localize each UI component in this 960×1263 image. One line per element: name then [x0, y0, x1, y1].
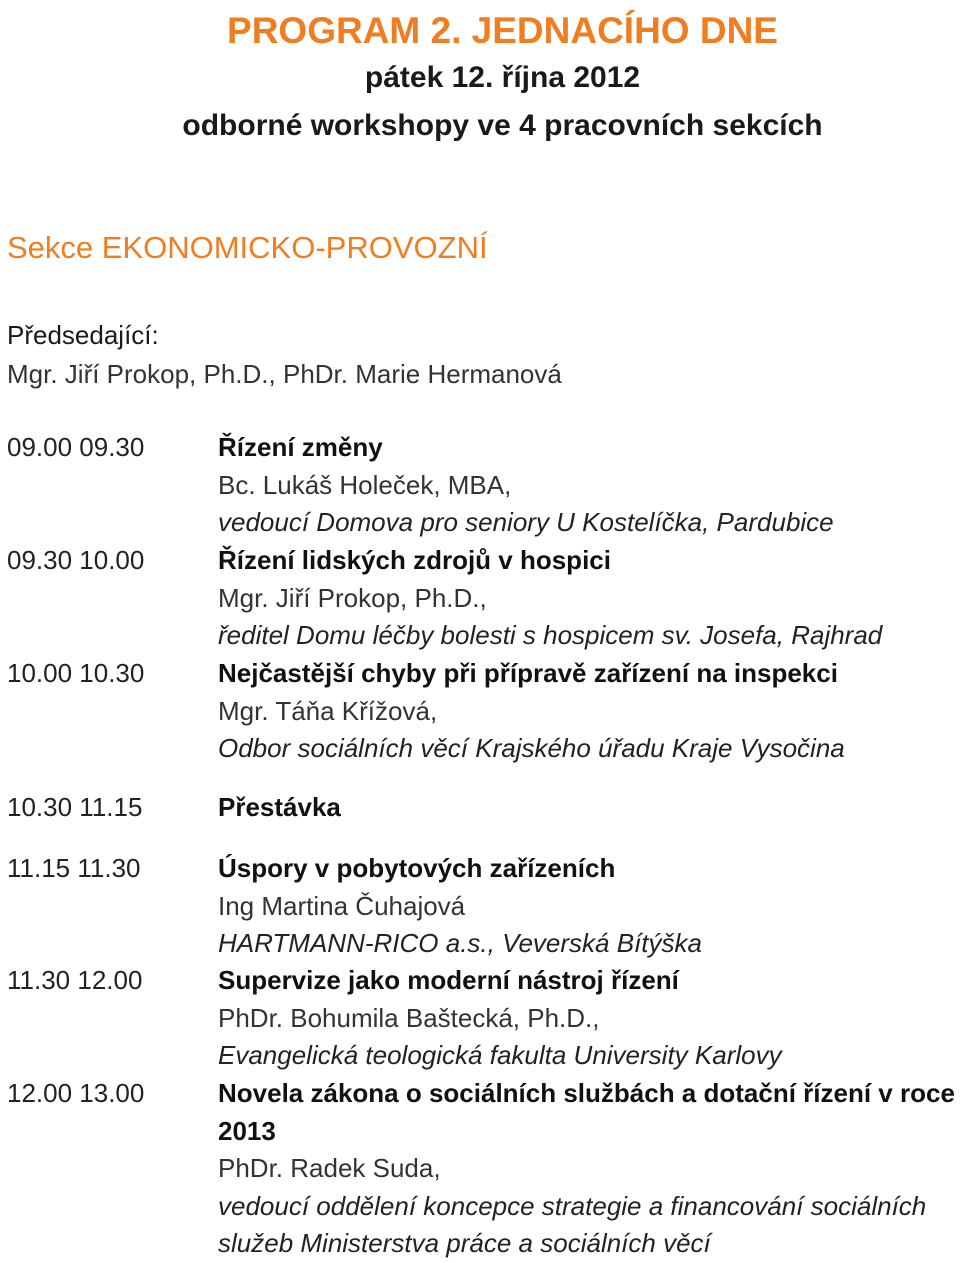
speaker-name: Bc. Lukáš Holeček, MBA, [218, 469, 512, 500]
talk-title: Supervize jako moderní nástroj řízení [218, 965, 679, 995]
entry-time: 09.30 10.00 [7, 545, 145, 575]
entry-content [218, 429, 956, 542]
entry-content [218, 655, 956, 768]
speaker-affiliation: vedoucí oddělení koncepce strategie a financování sociálních [218, 1190, 927, 1221]
speaker-affiliation: HARTMANN-RICO a.s., Veverská Bítýška [218, 928, 702, 958]
program-header [0, 0, 960, 150]
talk-title: Nejčastější chyby při přípravě zařízení na inspekci [218, 658, 838, 688]
entry-time: 09.00 09.30 [7, 432, 145, 462]
entry-time: 11.30 12.00 [7, 965, 143, 995]
speaker-affiliation: Evangelická teologická fakulta University Karlovy [218, 1040, 782, 1070]
subtitle-heading: odborné workshopy ve 4 pracovních sekcích [182, 109, 823, 142]
talk-title: Úspory v pobytových zařízeních [218, 853, 616, 883]
speaker-name: Ing Martina Čuhajová [218, 890, 466, 921]
entry-time: 11.15 11.30 [7, 853, 141, 883]
entry-content [218, 850, 956, 963]
speaker-name: Mgr. Jiří Prokop, Ph.D., [218, 582, 487, 613]
talk-title: Novela zákona o sociálních službách a dotační řízení v roce [218, 1078, 955, 1108]
speaker-name: PhDr. Radek Suda, [218, 1153, 441, 1183]
entry-content [218, 542, 956, 655]
chair-names: Mgr. Jiří Prokop, Ph.D., PhDr. Marie Hermanová [7, 359, 562, 389]
entry-content [218, 789, 956, 827]
speaker-name: Mgr. Táňa Křížová, [218, 695, 438, 726]
speaker-affiliation: vedoucí Domova pro seniory U Kostelíčka, Pardubice [218, 507, 834, 537]
talk-title-continued: 2013 [218, 1115, 276, 1146]
chair-label: Předsedající: [7, 320, 159, 350]
entry-time: 10.00 10.30 [7, 658, 145, 688]
entry-time: 10.30 11.15 [7, 792, 143, 822]
entry-content [218, 1075, 956, 1263]
talk-title: Řízení lidských zdrojů v hospici [218, 545, 611, 575]
page-title: PROGRAM 2. JEDNACÍHO DNE [227, 10, 778, 51]
talk-title: Řízení změny [218, 432, 383, 462]
section-title: Sekce EKONOMICKO-PROVOZNÍ [7, 230, 488, 265]
date-heading: pátek 12. října 2012 [364, 61, 641, 94]
speaker-affiliation: ředitel Domu léčby bolesti s hospicem sv. Josefa, Rajhrad [218, 620, 883, 650]
break-title: Přestávka [218, 792, 341, 822]
speaker-name: PhDr. Bohumila Baštecká, Ph.D., [218, 1002, 600, 1033]
speaker-affiliation-continued: služeb Ministerstva práce a sociálních věcí [218, 1228, 711, 1258]
entry-time: 12.00 13.00 [7, 1078, 145, 1108]
speaker-affiliation: Odbor sociálních věcí Krajského úřadu Kraje Vysočina [218, 733, 845, 763]
entry-content [218, 962, 956, 1075]
